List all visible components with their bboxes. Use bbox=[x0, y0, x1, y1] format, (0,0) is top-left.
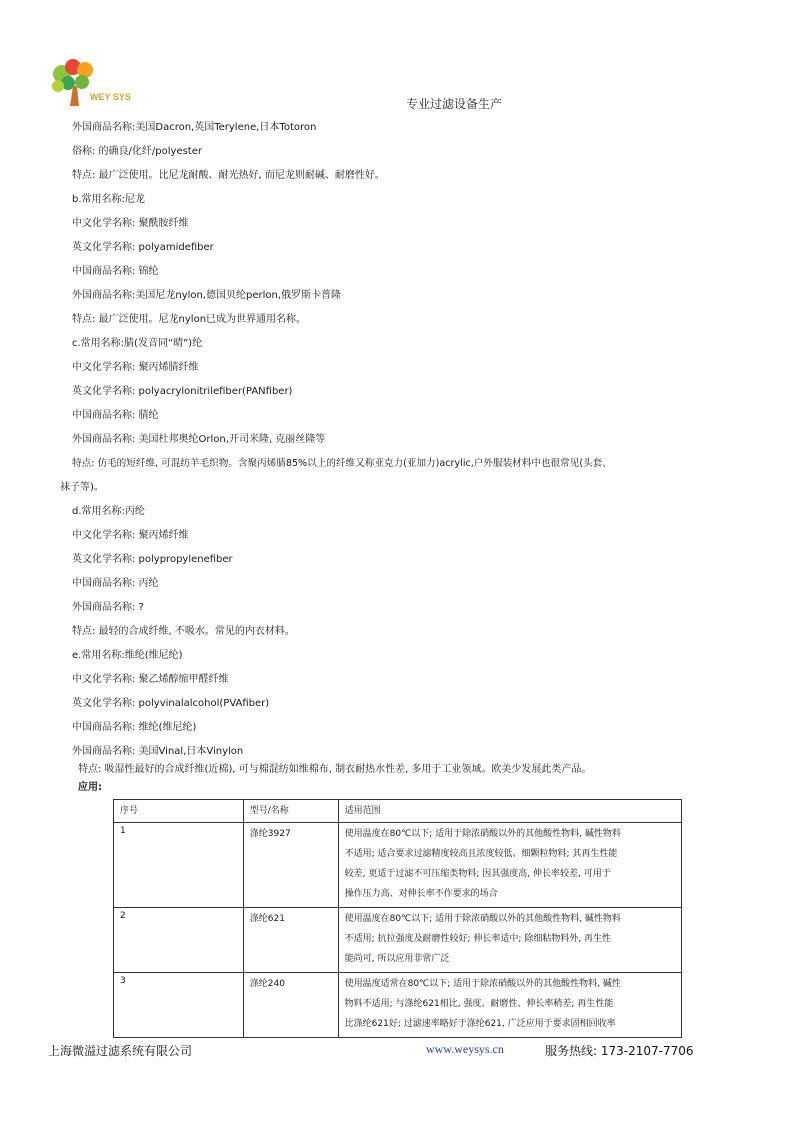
text-line: 中国商品名称: 锦纶 bbox=[72, 266, 159, 277]
section-label-application: 应用: bbox=[78, 782, 102, 793]
text-line: 中文化学名称: 聚丙烯纤维 bbox=[72, 530, 189, 541]
row-number: 2 bbox=[114, 908, 244, 973]
row-description: 使用温度在80℃以下; 适用于除浓硝酸以外的其他酸性物料, 碱性物料 不适用; 适合要求过滤精度较高且浓度较低、细颗粒物料; 其再生性能 较差, 更适于过滤不可压缩类物料; 因其强度高, 伸长率较差, 可用于 操作压力高、对伸长率不作要求的场合 bbox=[338, 823, 681, 908]
table-header-row bbox=[114, 800, 682, 823]
text-line: 外国商品名称:美国尼龙nylon,德国贝纶perlon,俄罗斯卡普隆 bbox=[72, 290, 342, 301]
text-line: 外国商品名称:美国Dacron,英国Terylene,日本Totoron bbox=[72, 122, 317, 133]
text-line: d.常用名称:丙纶 bbox=[72, 506, 145, 517]
text-line: 袜子等)。 bbox=[60, 482, 104, 493]
text-line: 特点: 仿毛的短纤维, 可混纺羊毛织物。含聚丙烯腈85%以上的纤维又称亚克力(亚加力)acrylic,户外服装材料中也很常见(头套、 bbox=[72, 458, 612, 469]
row-model: 涤纶3927 bbox=[243, 823, 338, 908]
text-line: 特点: 吸湿性最好的合成纤维(近棉), 可与棉混纺如维棉布, 制衣耐热水性差, 多用于工业领域。欧美少发展此类产品。 bbox=[78, 764, 592, 775]
text-line: 中国商品名称: 维纶(维尼纶) bbox=[72, 722, 197, 733]
text-line: c.常用名称:腈(发音同“晴”)纶 bbox=[72, 338, 203, 349]
text-line: 英文化学名称: polyamidefiber bbox=[72, 242, 214, 253]
row-description: 使用温度适常在80℃以下; 适用于除浓硝酸以外的其他酸性物料, 碱性 物料不适用; 与涤纶621相比, 强度、耐磨性、伸长率稍差; 再生性能 比涤纶621好; 过滤速率略好于涤纶621, 广泛应用于要求固相回收率 bbox=[338, 973, 681, 1038]
column-header: 序号 bbox=[114, 800, 244, 823]
column-header: 适用范围 bbox=[338, 800, 681, 823]
table-row bbox=[114, 908, 682, 973]
row-model: 涤纶621 bbox=[243, 908, 338, 973]
text-line: 外国商品名称: ? bbox=[72, 602, 144, 613]
text-line: 英文化学名称: polyacrylonitrilefiber(PANfiber) bbox=[72, 386, 293, 397]
row-description: 使用温度在80℃以下; 适用于除浓硝酸以外的其他酸性物料, 碱性物料 不适用; 抗拉强度及耐磨性较好; 伸长率适中; 除细粘物料外, 再生性 能尚可, 所以应用非常广泛 bbox=[338, 908, 681, 973]
column-header: 型号/名称 bbox=[243, 800, 338, 823]
text-line: 外国商品名称: 美国Vinal,日本Vinylon bbox=[72, 746, 244, 757]
table-row bbox=[114, 823, 682, 908]
text-line: 外国商品名称: 美国杜邦奥纶Orlon,开司米隆, 克丽丝隆等 bbox=[72, 434, 326, 445]
footer-website-link[interactable]: www.weysys.cn bbox=[426, 1042, 504, 1056]
company-logo bbox=[46, 58, 131, 106]
footer-company-name: 上海微溢过滤系统有限公司 bbox=[48, 1044, 193, 1058]
text-line: 中文化学名称: 聚乙烯醇缩甲醛纤维 bbox=[72, 674, 229, 685]
application-table bbox=[113, 799, 682, 1038]
footer-service-hotline: 服务热线: 173-2107-7706 bbox=[545, 1044, 694, 1058]
row-model: 涤纶240 bbox=[243, 973, 338, 1038]
header-title: 专业过滤设备生产 bbox=[406, 97, 503, 111]
text-line: 中国商品名称: 腈纶 bbox=[72, 410, 159, 421]
text-line: 特点: 最广泛使用。尼龙nylon已成为世界通用名称。 bbox=[72, 314, 307, 325]
text-line: 特点: 最轻的合成纤维, 不吸水。常见的内衣材料。 bbox=[72, 626, 295, 637]
text-line: b.常用名称:尼龙 bbox=[72, 194, 145, 205]
text-line: 俗称: 的确良/化纤/polyester bbox=[72, 146, 202, 157]
text-line: 中文化学名称: 聚酰胺纤维 bbox=[72, 218, 189, 229]
row-number: 3 bbox=[114, 973, 244, 1038]
text-line: 英文化学名称: polyvinalalcohol(PVAfiber) bbox=[72, 698, 270, 709]
text-line: e.常用名称:维纶(维尼纶) bbox=[72, 650, 183, 661]
row-number: 1 bbox=[114, 823, 244, 908]
logo-text: WEY SYS bbox=[90, 92, 131, 102]
text-line: 中国商品名称: 丙纶 bbox=[72, 578, 159, 589]
text-line: 特点: 最广泛使用。比尼龙耐酸、耐光热好, 而尼龙则耐碱、耐磨性好。 bbox=[72, 170, 385, 181]
text-line: 英文化学名称: polypropylenefiber bbox=[72, 554, 233, 565]
text-line: 中文化学名称: 聚丙烯腈纤维 bbox=[72, 362, 199, 373]
table-row bbox=[114, 973, 682, 1038]
